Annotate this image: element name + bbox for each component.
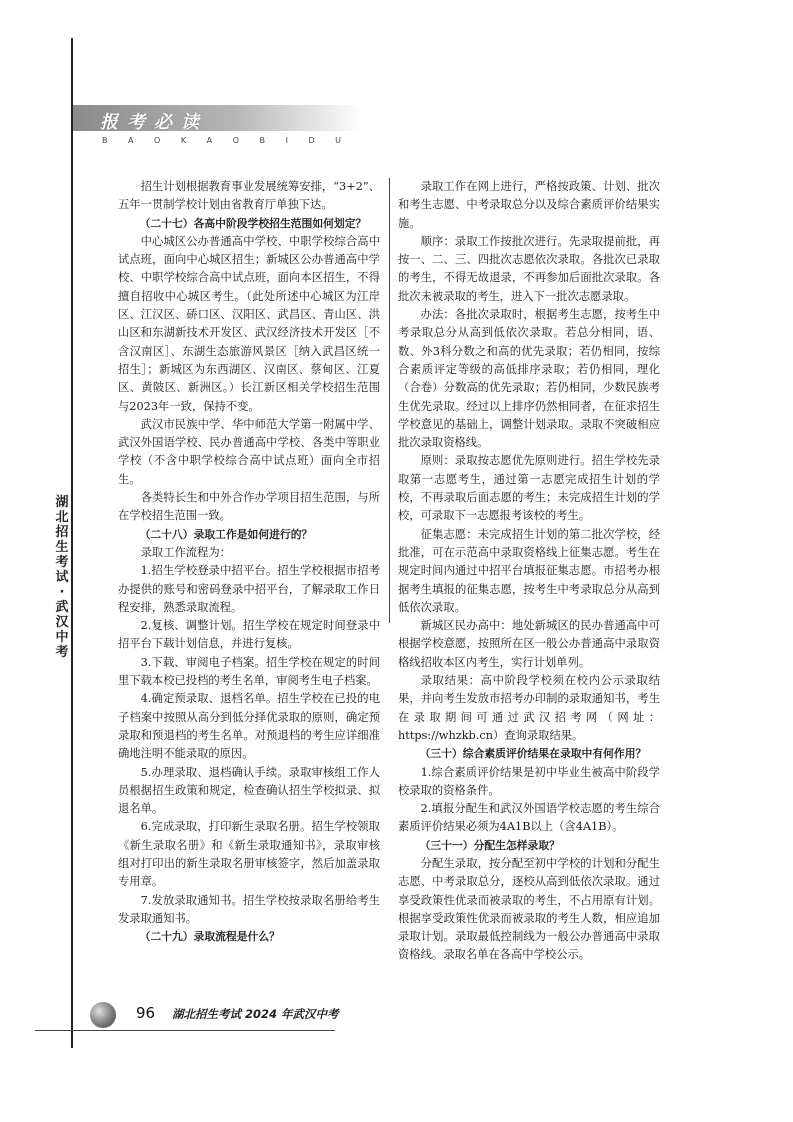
- body-paragraph: 征集志愿：未完成招生计划的第二批次学校，经批准，可在示范高中录取资格线上征集志愿。考生在规定时间内通过中招平台填报征集志愿。市招考办根据考生填报的征集志愿，按考生中考录取总分从高到低依次录取。: [398, 527, 660, 614]
- body-paragraph: 录取工作在网上进行，严格按政策、计划、批次和考生志愿、中考录取总分以及综合素质评价结果实施。: [398, 180, 660, 230]
- body-paragraph: 各类特长生和中外合作办学项目招生范围，与所在学校招生范围一致。: [118, 491, 380, 523]
- body-paragraph: 2.复核、调整计划。招生学校在规定时间登录中招平台下载计划信息，并进行复核。: [118, 619, 380, 651]
- footer-publication-title: 湖北招生考试 2024 年武汉中考: [172, 1007, 339, 1021]
- body-paragraph: 1.综合素质评价结果是初中毕业生被高中阶段学校录取的资格条件。: [398, 765, 660, 797]
- section-question-heading: （二十九）录取流程是什么？: [139, 930, 280, 944]
- body-paragraph: 录取工作流程为：: [140, 545, 231, 559]
- body-paragraph: 录取结果：高中阶段学校须在校内公示录取结果，并向考生发放市招考办印制的录取通知书，考生在录取期间可通过武汉招考网（网址：https://whzkb.cn）查询录取结果。: [398, 674, 660, 742]
- footer-logo-icon: [90, 1002, 116, 1028]
- body-paragraph: 3.下载、审阅电子档案。招生学校在规定的时间里下载本校已投档的考生名单，审阅考生电子档案。: [118, 655, 380, 688]
- page-number: 96: [136, 1004, 156, 1022]
- body-paragraph: 1.招生学校登录中招平台。招生学校根据市招考办提供的账号和密码登录中招平台，了解录取工作日程安排，熟悉录取流程。: [118, 564, 380, 614]
- section-question-heading: （二十七）各高中阶段学校招生范围如何划定？: [139, 216, 367, 230]
- body-paragraph: 2.填报分配生和武汉外国语学校志愿的考生综合素质评价结果必须为4A1B以上（含4A1B）。: [398, 802, 660, 834]
- right-text-column: [398, 178, 660, 965]
- left-text-column: [118, 178, 380, 946]
- section-question-heading: （三十）综合素质评价结果在录取中有何作用？: [419, 747, 647, 761]
- body-paragraph: 新城区民办高中：地处新城区的民办普通高中可根据学校意愿，按照所在区一般公办普通高中录取资格线招收本区内考生，实行计划单列。: [398, 619, 660, 669]
- body-paragraph: 招生计划根据教育事业发展统筹安排，“3+2”、五年一贯制学校计划由省教育厅单独下达。: [118, 180, 380, 212]
- body-paragraph: 原则：录取按志愿优先原则进行。招生学校先录取第一志愿考生，通过第一志愿完成招生计划的学校，不再录取后面志愿的考生；未完成招生计划的学校，可录取下一志愿报考该校的考生。: [398, 454, 660, 523]
- section-title-pinyin: B A O K A O B I D U: [102, 136, 343, 145]
- body-paragraph: 5.办理录取、退档确认手续。录取审核组工作人员根据招生政策和规定，检查确认招生学校拟录、拟退名单。: [118, 765, 380, 816]
- body-paragraph: 6.完成录取，打印新生录取名册。招生学校领取《新生录取名册》和《新生录取通知书》，录取审核组对打印出的新生录取名册审核签字，然后加盖录取专用章。: [118, 820, 380, 889]
- section-question-heading: （三十一）分配生怎样录取？: [419, 838, 560, 852]
- section-question-heading: （二十八）录取工作是如何进行的？: [139, 527, 313, 541]
- section-title: 报考必读: [100, 112, 208, 133]
- body-paragraph: 4.确定预录取、退档名单。招生学校在已投的电子档案中按照从高分到低分择优录取的原则，确定预录取和预退档的考生名单。对预退档的考生应详细准确地注明不能录取的原因。: [118, 692, 380, 761]
- body-paragraph: 中心城区公办普通高中学校、中职学校综合高中试点班，面向中心城区招生；新城区公办普通高中学校、中职学校综合高中试点班，面向本区招生，不得擅自招收中心城区考生。（此处所述中心城区为江岸区、江汉区、硚口区、汉阳区、武昌区、青山区、洪山区和东湖新技术开发区、武汉经济技术开发区［不含汉南区］、东湖生态旅游风景区［纳入武昌区统一招生］；新城区为东西湖区、汉南区、蔡甸区、江夏区、黄陂区、新洲区。）长江新区相关学校招生范围与2023年一致，保持不变。: [118, 234, 380, 413]
- body-paragraph: 办法：各批次录取时，根据考生志愿，按考生中考录取总分从高到低依次录取。若总分相同，语、数、外3科分数之和高的优先录取；若仍相同，按综合素质评定等级的高低排序录取；若仍相同，理化（合卷）分数高的优先录取；若仍相同，少数民族考生优先录取。经过以上排序仍然相同者，在征求招生学校意见的基础上，调整计划录取。录取不突破相应批次录取资格线。: [398, 308, 660, 450]
- body-paragraph: 武汉市民族中学、华中师范大学第一附属中学、武汉外国语学校、民办普通高中学校、各类中等职业学校（不含中职学校综合高中试点班）面向全市招生。: [118, 417, 380, 486]
- footer-rule: [35, 1030, 335, 1031]
- column-divider: [389, 178, 390, 623]
- body-paragraph: 7.发放录取通知书。招生学校按录取名册给考生发录取通知书。: [118, 893, 380, 925]
- side-publication-label: 湖北招生考试·武汉中考: [55, 495, 69, 660]
- left-margin-rule: [71, 38, 73, 1048]
- body-paragraph: 分配生录取，按分配至初中学校的计划和分配生志愿、中考录取总分，逐校从高到低依次录取。通过享受政策性优录而被录取的考生，不占用原有计划。根据享受政策性优录而被录取的考生人数，相应追加录取计划。录取最低控制线为一般公办普通高中录取资格线。录取名单在各高中学校公示。: [398, 856, 660, 962]
- body-paragraph: 顺序：录取工作按批次进行。先录取提前批，再按一、二、三、四批次志愿依次录取。各批次已录取的考生，不得无故退录，不再参加后面批次录取。各批次未被录取的考生，进入下一批次志愿录取。: [398, 234, 660, 303]
